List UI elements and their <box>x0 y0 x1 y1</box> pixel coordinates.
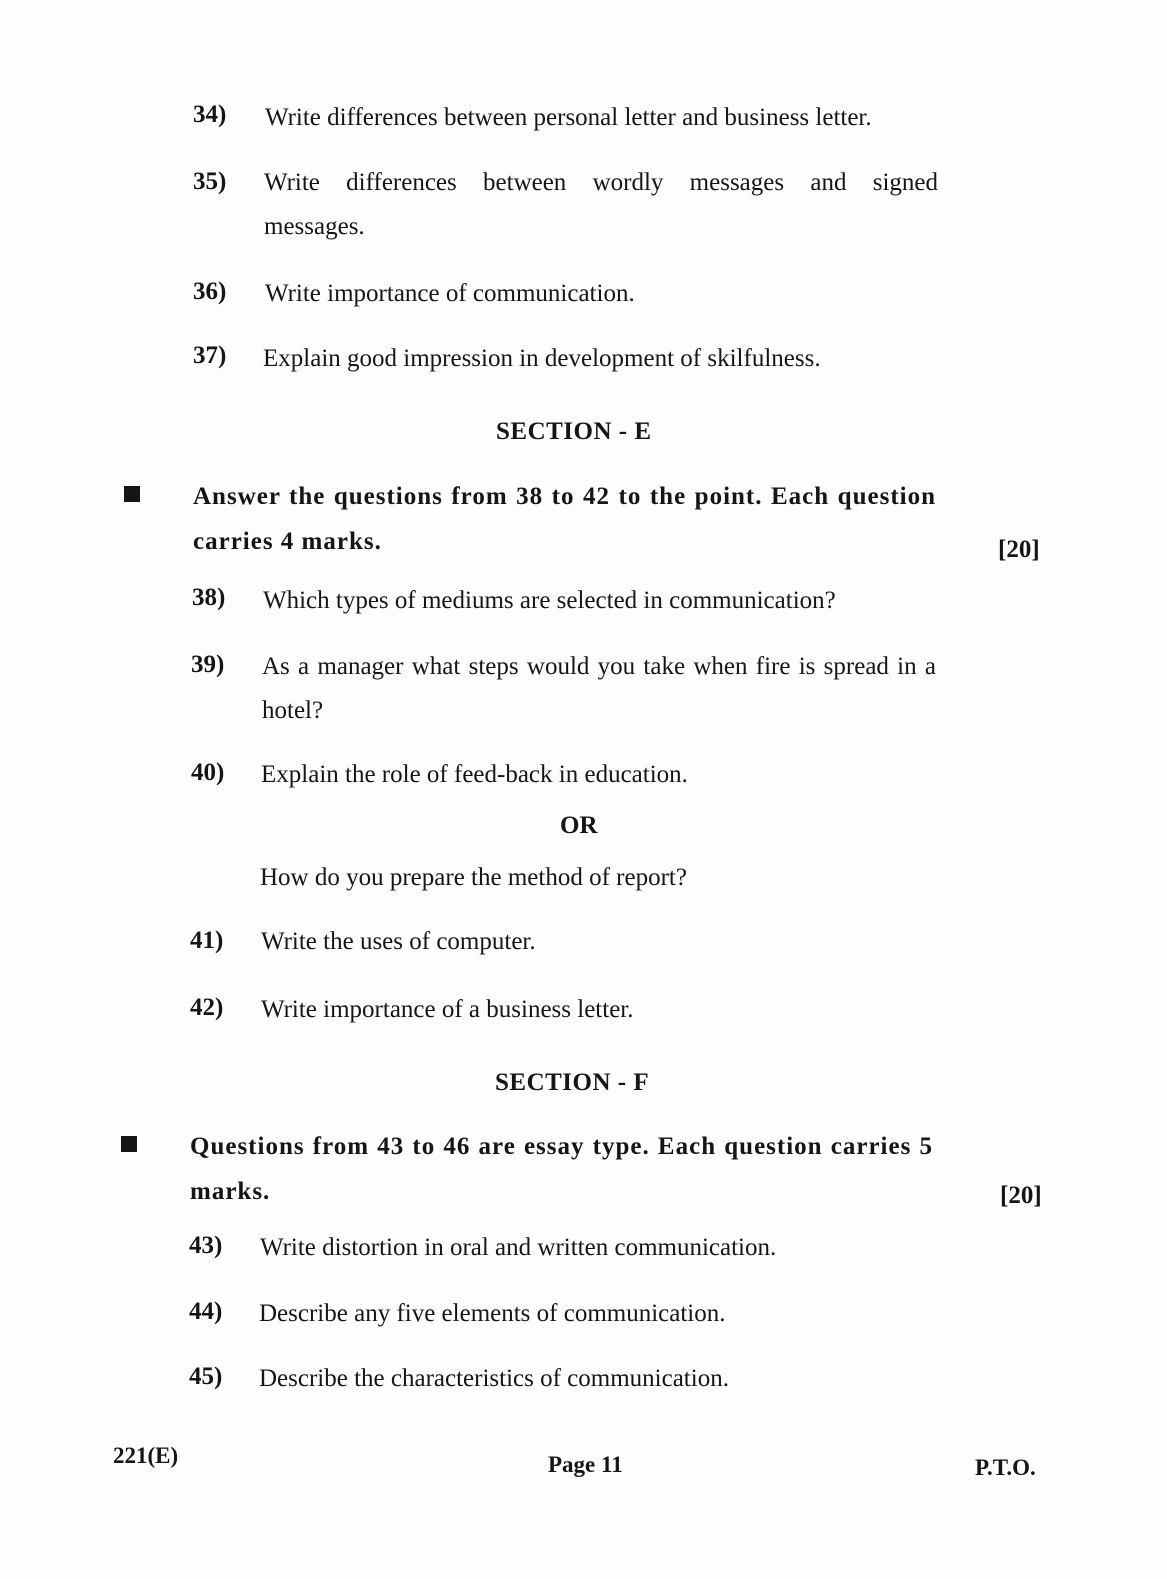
question-text: Which types of mediums are selected in communication? <box>263 587 836 614</box>
alternative-question-text: How do you prepare the method of report? <box>260 864 687 891</box>
section-f-instruction: Questions from 43 to 46 are essay type. Each question carries 5 marks. <box>190 1133 933 1205</box>
please-turn-over: P.T.O. <box>975 1455 1036 1480</box>
question-text: Write distortion in oral and written communication. <box>260 1234 777 1261</box>
question-text: Describe the characteristics of communication. <box>259 1365 729 1392</box>
question-number: 39) <box>191 651 225 678</box>
section-f-title: SECTION - F <box>495 1069 650 1096</box>
question-number: 37) <box>193 342 227 369</box>
question-text: Write the uses of computer. <box>261 928 536 955</box>
question-text: Write differences between personal letter and business letter. <box>265 104 872 131</box>
question-text: Explain good impression in development of skilfulness. <box>263 345 821 372</box>
question-number: 42) <box>190 994 224 1021</box>
section-e-title: SECTION - E <box>496 418 652 445</box>
question-number: 38) <box>192 584 226 611</box>
question-text: Write differences between wordly messages and signed messages. <box>264 169 938 240</box>
bullet-square-icon <box>124 486 140 502</box>
question-number: 45) <box>189 1363 223 1390</box>
section-e-instruction: Answer the questions from 38 to 42 to the point. Each question carries 4 marks. <box>193 483 936 555</box>
question-number: 35) <box>193 168 227 195</box>
section-f-marks: [20] <box>1000 1182 1042 1209</box>
question-number: 41) <box>190 927 224 954</box>
section-e-marks: [20] <box>998 536 1040 563</box>
question-text: As a manager what steps would you take when fire is spread in a hotel? <box>262 653 936 724</box>
bullet-square-icon <box>121 1136 137 1152</box>
question-text: Write importance of a business letter. <box>261 996 634 1023</box>
question-text: Write importance of communication. <box>265 280 635 307</box>
question-number: 36) <box>193 278 227 305</box>
question-number: 44) <box>189 1298 223 1325</box>
question-text: Explain the role of feed-back in education. <box>261 761 688 788</box>
question-text: Describe any five elements of communication. <box>259 1300 726 1327</box>
paper-code: 221(E) <box>113 1443 179 1468</box>
page-number: Page 11 <box>548 1452 623 1477</box>
question-number: 34) <box>193 101 227 128</box>
question-number: 40) <box>191 759 225 786</box>
or-label: OR <box>560 812 598 839</box>
question-number: 43) <box>189 1232 223 1259</box>
